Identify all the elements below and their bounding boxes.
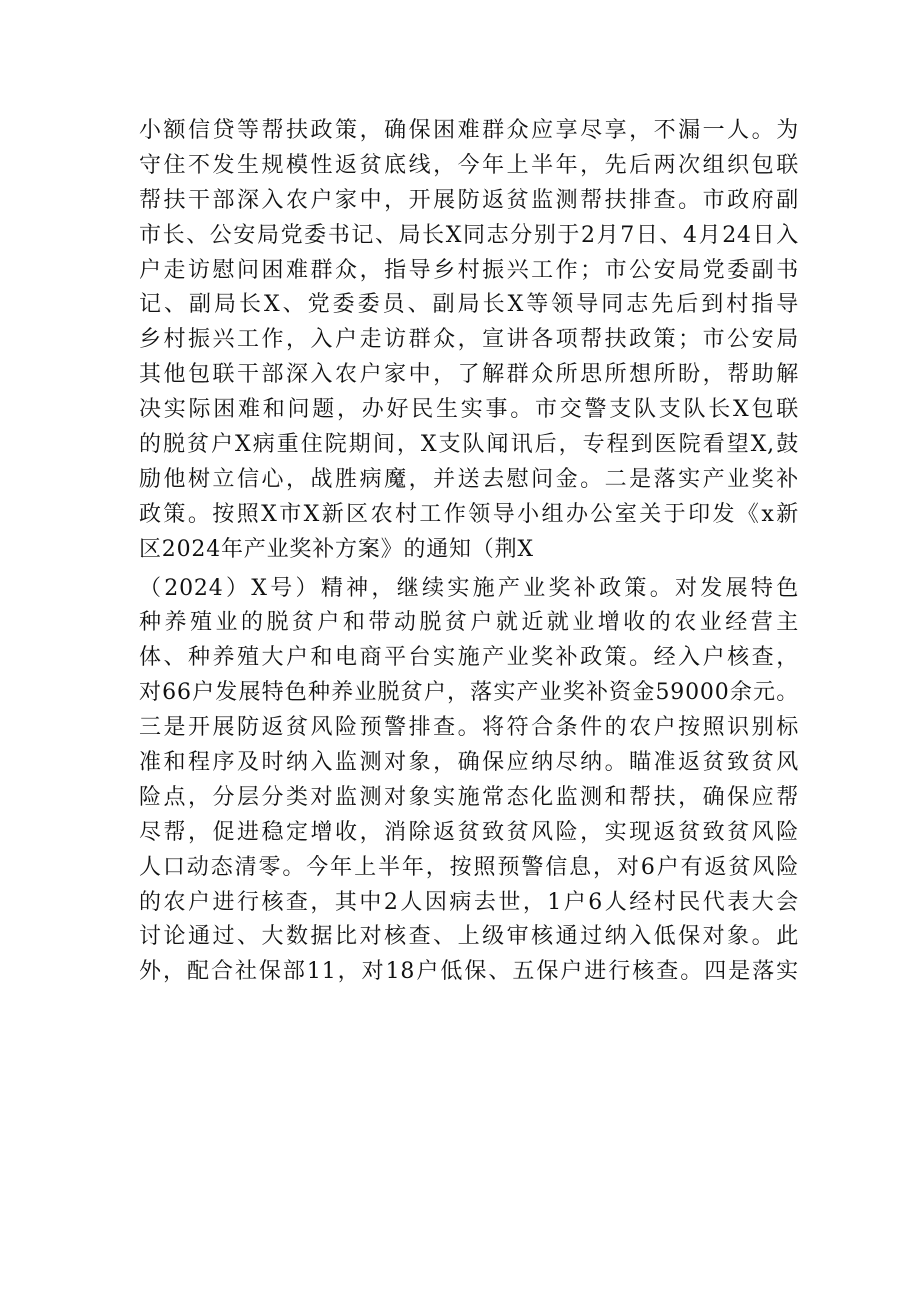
text-line: （2024）X号）精神，继续实施产业奖补政策。对发展特色 [139,575,799,601]
text-line: 的农户进行核查，其中2人因病去世，1户6人经村民代表大会 [139,889,799,915]
text-line: 小额信贷等帮扶政策，确保困难群众应享尽享，不漏一人。为 [139,118,799,143]
text-line: 对66户发展特色种养业脱贫户，落实产业奖补资金59000余元。 [139,680,799,706]
text-line: 体、种养殖大户和电商平台实施产业奖补政策。经入户核查， [139,645,799,671]
text-line: 尽帮，促进稳定增收，消除返贫致贫风险，实现返贫致贫风险 [139,819,799,845]
text-line: 决实际困难和问题，办好民生实事。市交警支队支队长X包联 [139,397,799,423]
text-line: 励他树立信心，战胜病魔，并送去慰问金。二是落实产业奖补 [139,466,799,492]
text-line: 政策。按照X市X新区农村工作领导小组办公室关于印发《x新 [139,501,799,527]
text-line: 帮扶干部深入农户家中，开展防返贫监测帮扶排查。市政府副 [139,187,799,213]
text-line: 外，配合社保部11，对18户低保、五保户进行核查。四是落实 [139,959,799,985]
body-text [139,114,799,990]
text-line: 市长、公安局党委书记、局长X同志分别于2月7日、4月24日入 [139,222,799,248]
text-line: 区2024年产业奖补方案》的通知（荆X [139,536,534,562]
text-line: 其他包联干部深入农户家中，了解群众所思所想所盼，帮助解 [139,362,799,388]
text-line: 讨论通过、大数据比对核查、上级审核通过纳入低保对象。此 [139,924,799,950]
text-line: 种养殖业的脱贫户和带动脱贫户就近就业增收的农业经营主 [139,610,799,636]
text-line: 记、副局长X、党委委员、副局长X等领导同志先后到村指导 [139,292,799,318]
text-line: 三是开展防返贫风险预警排查。将符合条件的农户按照识别标 [139,715,799,741]
text-line: 户走访慰问困难群众，指导乡村振兴工作；市公安局党委副书 [139,257,799,283]
text-line: 的脱贫户X病重住院期间，X支队闻讯后，专程到医院看望X,鼓 [139,432,799,458]
text-line: 守住不发生规模性返贫底线，今年上半年，先后两次组织包联 [139,152,799,178]
text-line: 准和程序及时纳入监测对象，确保应纳尽纳。瞄准返贫致贫风 [139,750,799,776]
text-line: 险点，分层分类对监测对象实施常态化监测和帮扶，确保应帮 [139,784,799,810]
text-line: 乡村振兴工作，入户走访群众，宣讲各项帮扶政策；市公安局 [139,327,799,353]
text-line: 人口动态清零。今年上半年，按照预警信息，对6户有返贫风险 [139,854,799,880]
